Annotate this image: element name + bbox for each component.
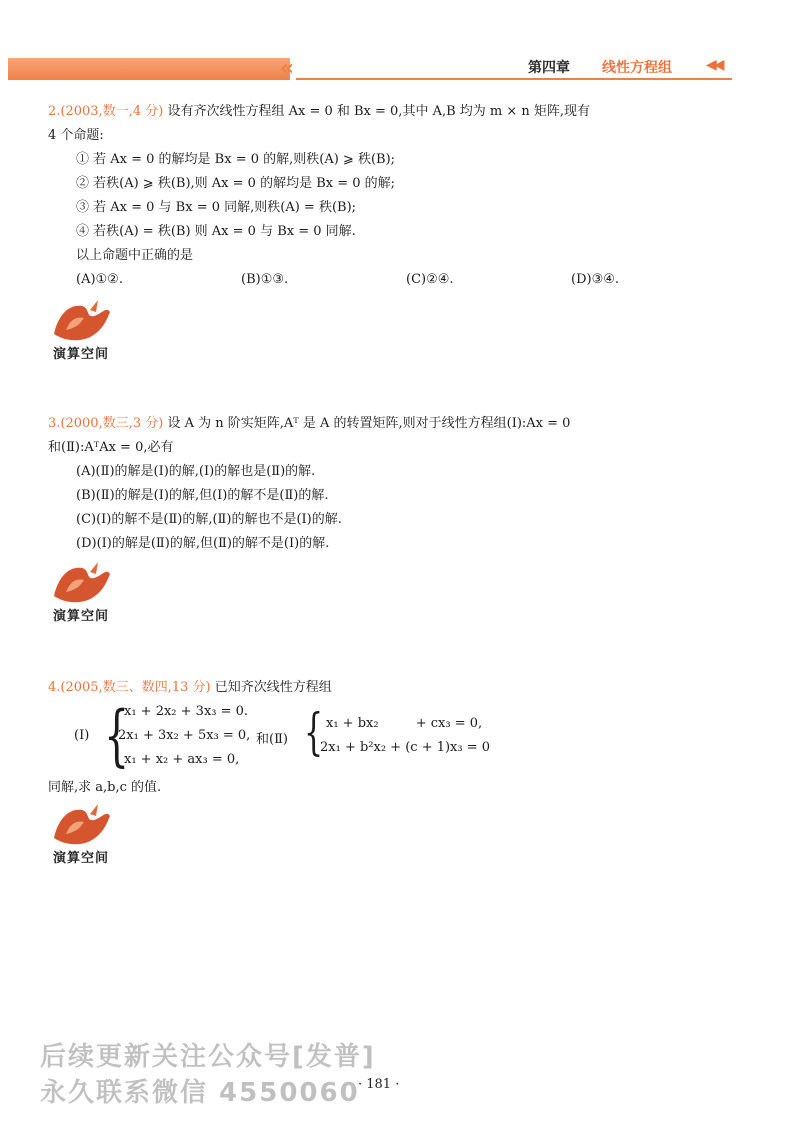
q4-connector: 和(Ⅱ) <box>256 732 288 747</box>
workspace-logo-3 <box>46 800 116 866</box>
workspace-logo-1 <box>46 296 116 362</box>
q3-stem-1: 设 A 为 n 阶实矩阵,Aᵀ 是 A 的转置矩阵,则对于线性方程组(Ⅰ):Ax = 0 <box>167 416 571 431</box>
watermark-line-1: 后续更新关注公众号[发普] <box>40 1042 376 1072</box>
q2-option-a: (A)①②. <box>76 272 123 287</box>
q4-sys2-eq1: x₁ + bx₂ + cx₃ = 0, <box>326 716 483 731</box>
watermark-line-2: 永久联系微信 4550060 <box>40 1078 360 1108</box>
q2-options <box>48 268 738 292</box>
question-4 <box>48 676 738 700</box>
question-2 <box>48 100 738 292</box>
header-bar <box>8 58 290 80</box>
q2-option-d: (D)③④. <box>571 272 620 287</box>
workspace-logo-2 <box>46 558 116 624</box>
q3-option-b: (B)(Ⅱ)的解是(Ⅰ)的解,但(Ⅰ)的解不是(Ⅱ)的解. <box>76 488 329 503</box>
q2-option-b: (B)①③. <box>241 272 289 287</box>
header-arrows-icon: ◀◀ <box>706 57 722 73</box>
q2-stem-1: 设有齐次线性方程组 Ax = 0 和 Bx = 0,其中 A,B 均为 m × n 矩阵,现有 <box>167 104 591 119</box>
q3-option-c: (C)(Ⅰ)的解不是(Ⅱ)的解,(Ⅱ)的解也不是(Ⅰ)的解. <box>76 512 342 527</box>
workspace-label-1: 演算空间 <box>52 347 109 362</box>
q2-item-1: ① 若 Ax = 0 的解均是 Bx = 0 的解,则秩(A) ⩾ 秩(B); <box>76 152 396 167</box>
q3-option-d: (D)(Ⅰ)的解是(Ⅱ)的解,但(Ⅱ)的解不是(Ⅰ)的解. <box>76 536 330 551</box>
q2-item-4: ④ 若秩(A) = 秩(B) 则 Ax = 0 与 Bx = 0 同解. <box>76 224 356 239</box>
q4-tail: 同解,求 a,b,c 的值. <box>48 780 162 795</box>
q4-source: 4.(2005,数三、数四,13 分) <box>48 680 211 695</box>
header-rule <box>296 78 732 80</box>
q4-sys1-eq3: x₁ + x₂ + ax₃ = 0, <box>124 752 240 767</box>
workspace-label-2: 演算空间 <box>52 609 109 624</box>
q3-source: 3.(2000,数三,3 分) <box>48 416 164 431</box>
q4-stem: 已知齐次线性方程组 <box>214 680 332 695</box>
question-3 <box>48 412 738 556</box>
q4-system-1-brace: { <box>104 697 130 774</box>
workspace-label-3: 演算空间 <box>52 851 109 866</box>
header-chevron-icon: « <box>280 56 295 81</box>
q4-systems <box>48 697 748 780</box>
q4-system-2-brace: { <box>304 703 324 761</box>
q2-item-2: ② 若秩(A) ⩾ 秩(B),则 Ax = 0 的解均是 Bx = 0 的解; <box>76 176 396 191</box>
chapter-title: 线性方程组 <box>602 60 672 76</box>
q2-item-3: ③ 若 Ax = 0 与 Bx = 0 同解,则秩(A) = 秩(B); <box>76 200 357 215</box>
question-4-tail <box>48 776 738 800</box>
q4-sys1-eq2: 2x₁ + 3x₂ + 5x₃ = 0, <box>118 728 251 743</box>
q2-option-c: (C)②④. <box>406 272 454 287</box>
workspace-figure-icon <box>46 800 116 850</box>
q3-stem-2: 和(Ⅱ):AᵀAx = 0,必有 <box>48 440 174 455</box>
q4-system-1-label: (Ⅰ) <box>74 728 90 743</box>
q4-sys1-eq1: x₁ + 2x₂ + 3x₃ = 0. <box>124 704 249 719</box>
workspace-figure-icon <box>46 296 116 346</box>
q3-option-a: (A)(Ⅱ)的解是(Ⅰ)的解,(Ⅰ)的解也是(Ⅱ)的解. <box>76 464 316 479</box>
q2-prompt: 以上命题中正确的是 <box>76 248 194 263</box>
workspace-figure-icon <box>46 558 116 608</box>
q2-source: 2.(2003,数一,4 分) <box>48 104 164 119</box>
q2-stem-2: 4 个命题: <box>48 128 104 143</box>
q4-sys2-eq2: 2x₁ + b²x₂ + (c + 1)x₃ = 0 <box>320 740 491 755</box>
chapter-number: 第四章 <box>528 60 570 76</box>
page-number: · 181 · <box>358 1077 400 1092</box>
